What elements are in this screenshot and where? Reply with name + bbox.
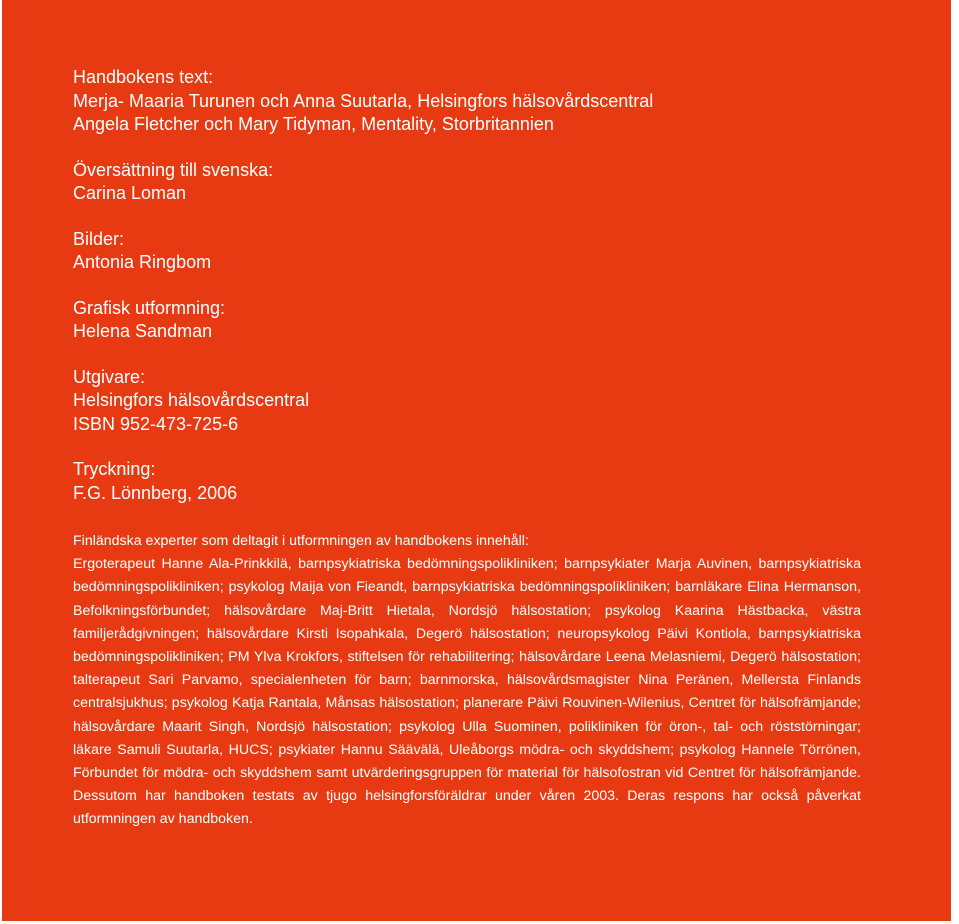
credit-value: Helsingfors hälsovårdscentral (73, 390, 310, 410)
credit-label: Handbokens text: (73, 67, 214, 87)
isbn: ISBN 952-473-725-6 (73, 413, 239, 434)
credit-value: Helena Sandman (73, 321, 213, 341)
experts-paragraph: Ergoterapeut Hanne Ala-Prinkkilä, barnpsykiatriska bedömningspolikliniken; barnpsykiater Marja Auvinen, barnpsykiatriska bedömningspolikliniken; psykolog Maija von Fieandt, barnpsykiatriska bedömningspolikliniken; barnläkare Elina Hermanson, Befolkningsförbundet; hälsovårdare Maj-Britt Hietala, Nordsjö hälsostation; psykolog Kaarina Hästbacka, västra familjerådgivningen; hälsovårdare Kirsti Isopahkala, Degerö hälsostation; neuropsykolog Päivi Kontiola, barnpsykiatriska bedömningspolikliniken; PM Ylva Krokfors, stiftelsen för rehabilitering; hälsovårdare Leena Melasniemi, Degerö hälsostation; talterapeut Sari Parvamo, specialenheten för barn; barnmorska, hälsovårdsmagister Nina Peränen, Mellersta Finlands centralsjukhus; psykolog Katja Rantala, Månsas hälsostation; planerare Päivi Rouvinen-Wilenius, Centret för hälsofrämjande; hälsovårdare Maarit Singh, Nordsjö hälsostation; psykolog Ulla Suominen, polikliniken för öron-, tal- och röststörningar; läkare Samuli Suutarla, HUCS; psykiater Hannu Säävälä, Uleåborgs mödra- och skyddshem; psykolog Hannele Törrönen, Förbundet för mödra- och skyddshem samt utvärderingsgruppen för material för hälsofostran vid Centret för hälsofrämjande. Dessutom har handboken testats av tjugo helsingforsföräldrar under våren 2003. Deras respons har också påverkat utformningen av handboken. (73, 556, 861, 828)
credit-value: Antonia Ringbom (73, 252, 212, 272)
experts-section (73, 530, 861, 832)
credit-block-publisher (73, 366, 873, 437)
credit-value: Merja- Maaria Turunen och Anna Suutarla, Helsingfors hälsovårdscentral (73, 90, 654, 111)
experts-heading: Finländska experter som deltagit i utformningen av handbokens innehåll: (73, 533, 529, 549)
credit-block-graphic-design (73, 297, 873, 344)
credit-label: Bilder: (73, 228, 125, 249)
credit-value: F.G. Lönnberg, 2006 (73, 482, 238, 503)
credits-section (73, 66, 873, 527)
credit-block-translation (73, 159, 873, 206)
credit-block-printing (73, 458, 873, 505)
credit-block-handbook-text (73, 66, 873, 137)
colophon-page (2, 0, 951, 921)
credit-value: Carina Loman (73, 183, 187, 203)
credit-label: Grafisk utformning: (73, 297, 226, 318)
credit-value: Angela Fletcher och Mary Tidyman, Mentality, Storbritannien (73, 114, 554, 134)
credit-label: Utgivare: (73, 366, 146, 387)
credit-block-images (73, 228, 873, 275)
credit-label: Tryckning: (73, 459, 156, 479)
credit-label: Översättning till svenska: (73, 159, 274, 180)
